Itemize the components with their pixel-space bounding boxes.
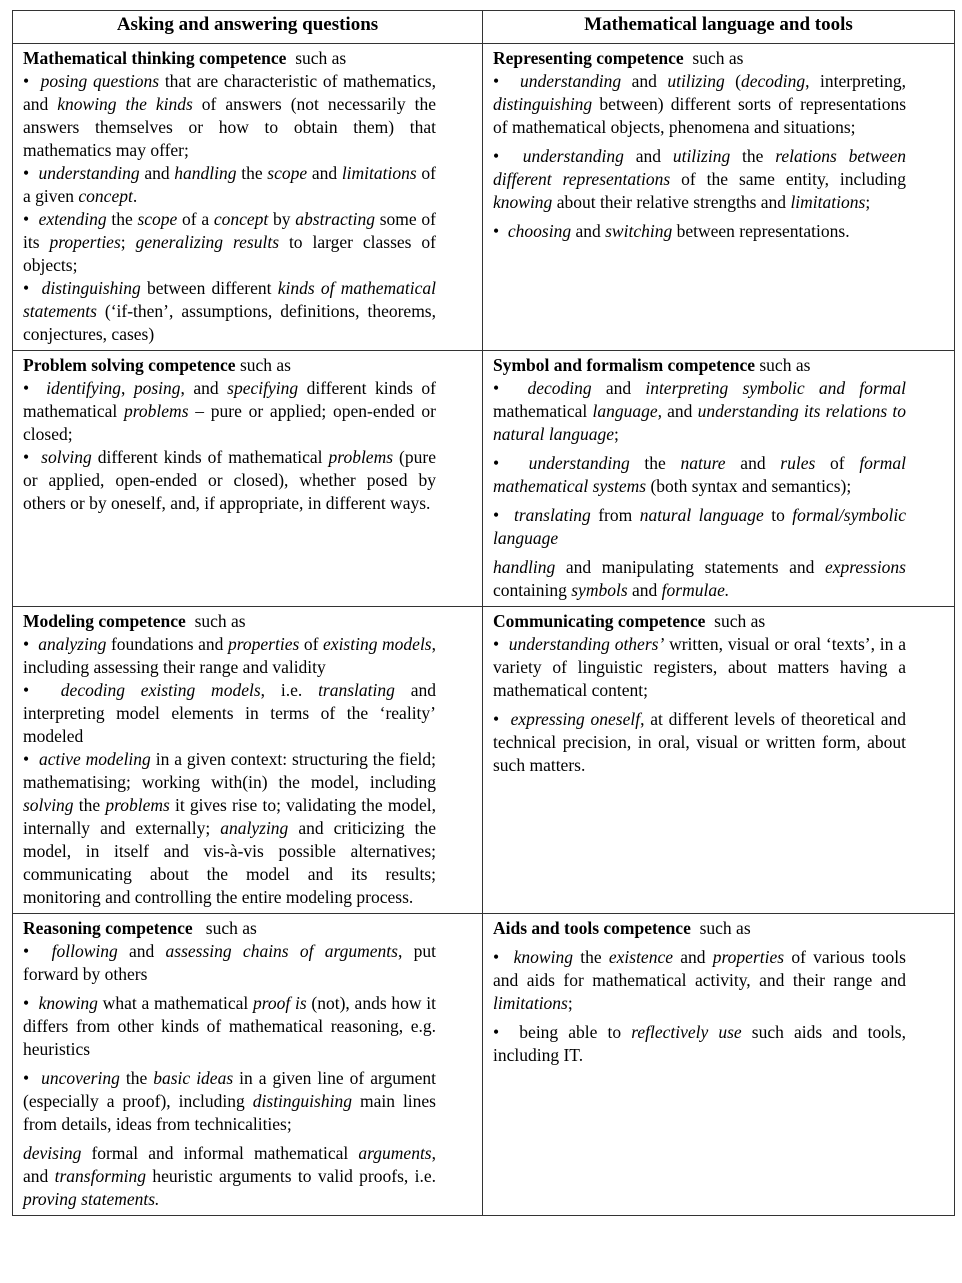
list-item: • understanding and utilizing the relations between different representations of the same entity, including knowing about their relative strengths and limitations; [493,146,906,212]
table-row [13,351,955,607]
table-row [13,914,955,1216]
cell-representing [483,44,955,351]
list-item: • understanding and handling the scope and limitations of a given concept. [23,163,436,206]
cell-mathematical-thinking [13,44,483,351]
list-item: • being able to reflectively use such aids and tools, including IT. [493,1022,906,1065]
list-item: • distinguishing between different kinds of mathematical statements (‘if-then’, assumptions, definitions, theorems, conjectures, cases) [23,278,436,344]
competence-table [12,10,955,1216]
header-asking-answering: Asking and answering questions [13,11,483,44]
list-item: • understanding others’ written, visual or oral ‘texts’, in a variety of linguistic registers, about matters having a mathematical content; [493,634,906,700]
list-item: • expressing oneself, at different levels of theoretical and technical precision, in oral, visual or written form, about such matters. [493,709,906,775]
table-row [13,44,955,351]
cell-reasoning [13,914,483,1216]
competence-heading: Problem solving competence such as [23,355,291,375]
list-item: • understanding the nature and rules of formal mathematical systems (both syntax and semantics); [493,453,906,496]
list-item: • posing questions that are characteristic of mathematics, and knowing the kinds of answers (not necessarily the answers themselves or how to obtain them) that mathematics may offer; [23,71,436,160]
cell-communicating [483,607,955,914]
list-item: • knowing what a mathematical proof is (not), ands how it differs from other kinds of mathematical reasoning, e.g. heuristics [23,993,436,1059]
list-item: • active modeling in a given context: structuring the field; mathematising; working with(in) the model, including solving the problems it gives rise to; validating the model, internally and externally; analyzing and criticizing the model, in itself and vis-à-vis possible alternatives; communicating about the model and its results; monitoring and controlling the entire modeling process. [23,749,436,907]
competence-heading: Reasoning competence such as [23,918,257,938]
table-header-row [13,11,955,44]
header-language-tools: Mathematical language and tools [483,11,955,44]
competence-heading: Modeling competence such as [23,611,246,631]
list-item: • decoding existing models, i.e. translating and interpreting model elements in terms of the ‘reality’ modeled [23,680,436,746]
list-item: • solving different kinds of mathematical problems (pure or applied, open-ended or closed), whether posed by others or by oneself, and, if appropriate, in different ways. [23,447,436,513]
list-item: • following and assessing chains of arguments, put forward by others [23,941,436,984]
competence-heading: Mathematical thinking competence such as [23,48,347,68]
cell-symbol-formalism [483,351,955,607]
list-item: • extending the scope of a concept by abstracting some of its properties; generalizing results to larger classes of objects; [23,209,436,275]
list-item: • decoding and interpreting symbolic and formal mathematical language, and understanding its relations to natural language; [493,378,907,444]
list-item: devising formal and informal mathematical arguments, and transforming heuristic arguments to valid proofs, i.e. proving statements. [23,1143,436,1209]
list-item: • knowing the existence and properties of various tools and aids for mathematical activity, and their range and limitations; [493,947,906,1013]
competence-heading: Representing competence such as [493,48,744,68]
cell-problem-solving [13,351,483,607]
list-item: • analyzing foundations and properties of existing models, including assessing their range and validity [23,634,436,677]
list-item: • uncovering the basic ideas in a given line of argument (especially a proof), including distinguishing main lines from details, ideas from technicalities; [23,1068,436,1134]
table-row [13,607,955,914]
competence-heading: Symbol and formalism competence such as [493,355,811,375]
list-item: • understanding and utilizing (decoding, interpreting, distinguishing between) different sorts of representations of mathematical objects, phenomena and situations; [493,71,906,137]
competence-heading: Communicating competence such as [493,611,766,631]
cell-aids-tools [483,914,955,1216]
competence-heading: Aids and tools competence such as [493,918,751,938]
list-item: • choosing and switching between representations. [493,221,850,241]
list-item: • translating from natural language to formal/symbolic language [493,505,906,548]
cell-modeling [13,607,483,914]
list-item: handling and manipulating statements and expressions containing symbols and formulae. [493,557,906,600]
list-item: • identifying, posing, and specifying different kinds of mathematical problems – pure or applied; open-ended or closed; [23,378,436,444]
